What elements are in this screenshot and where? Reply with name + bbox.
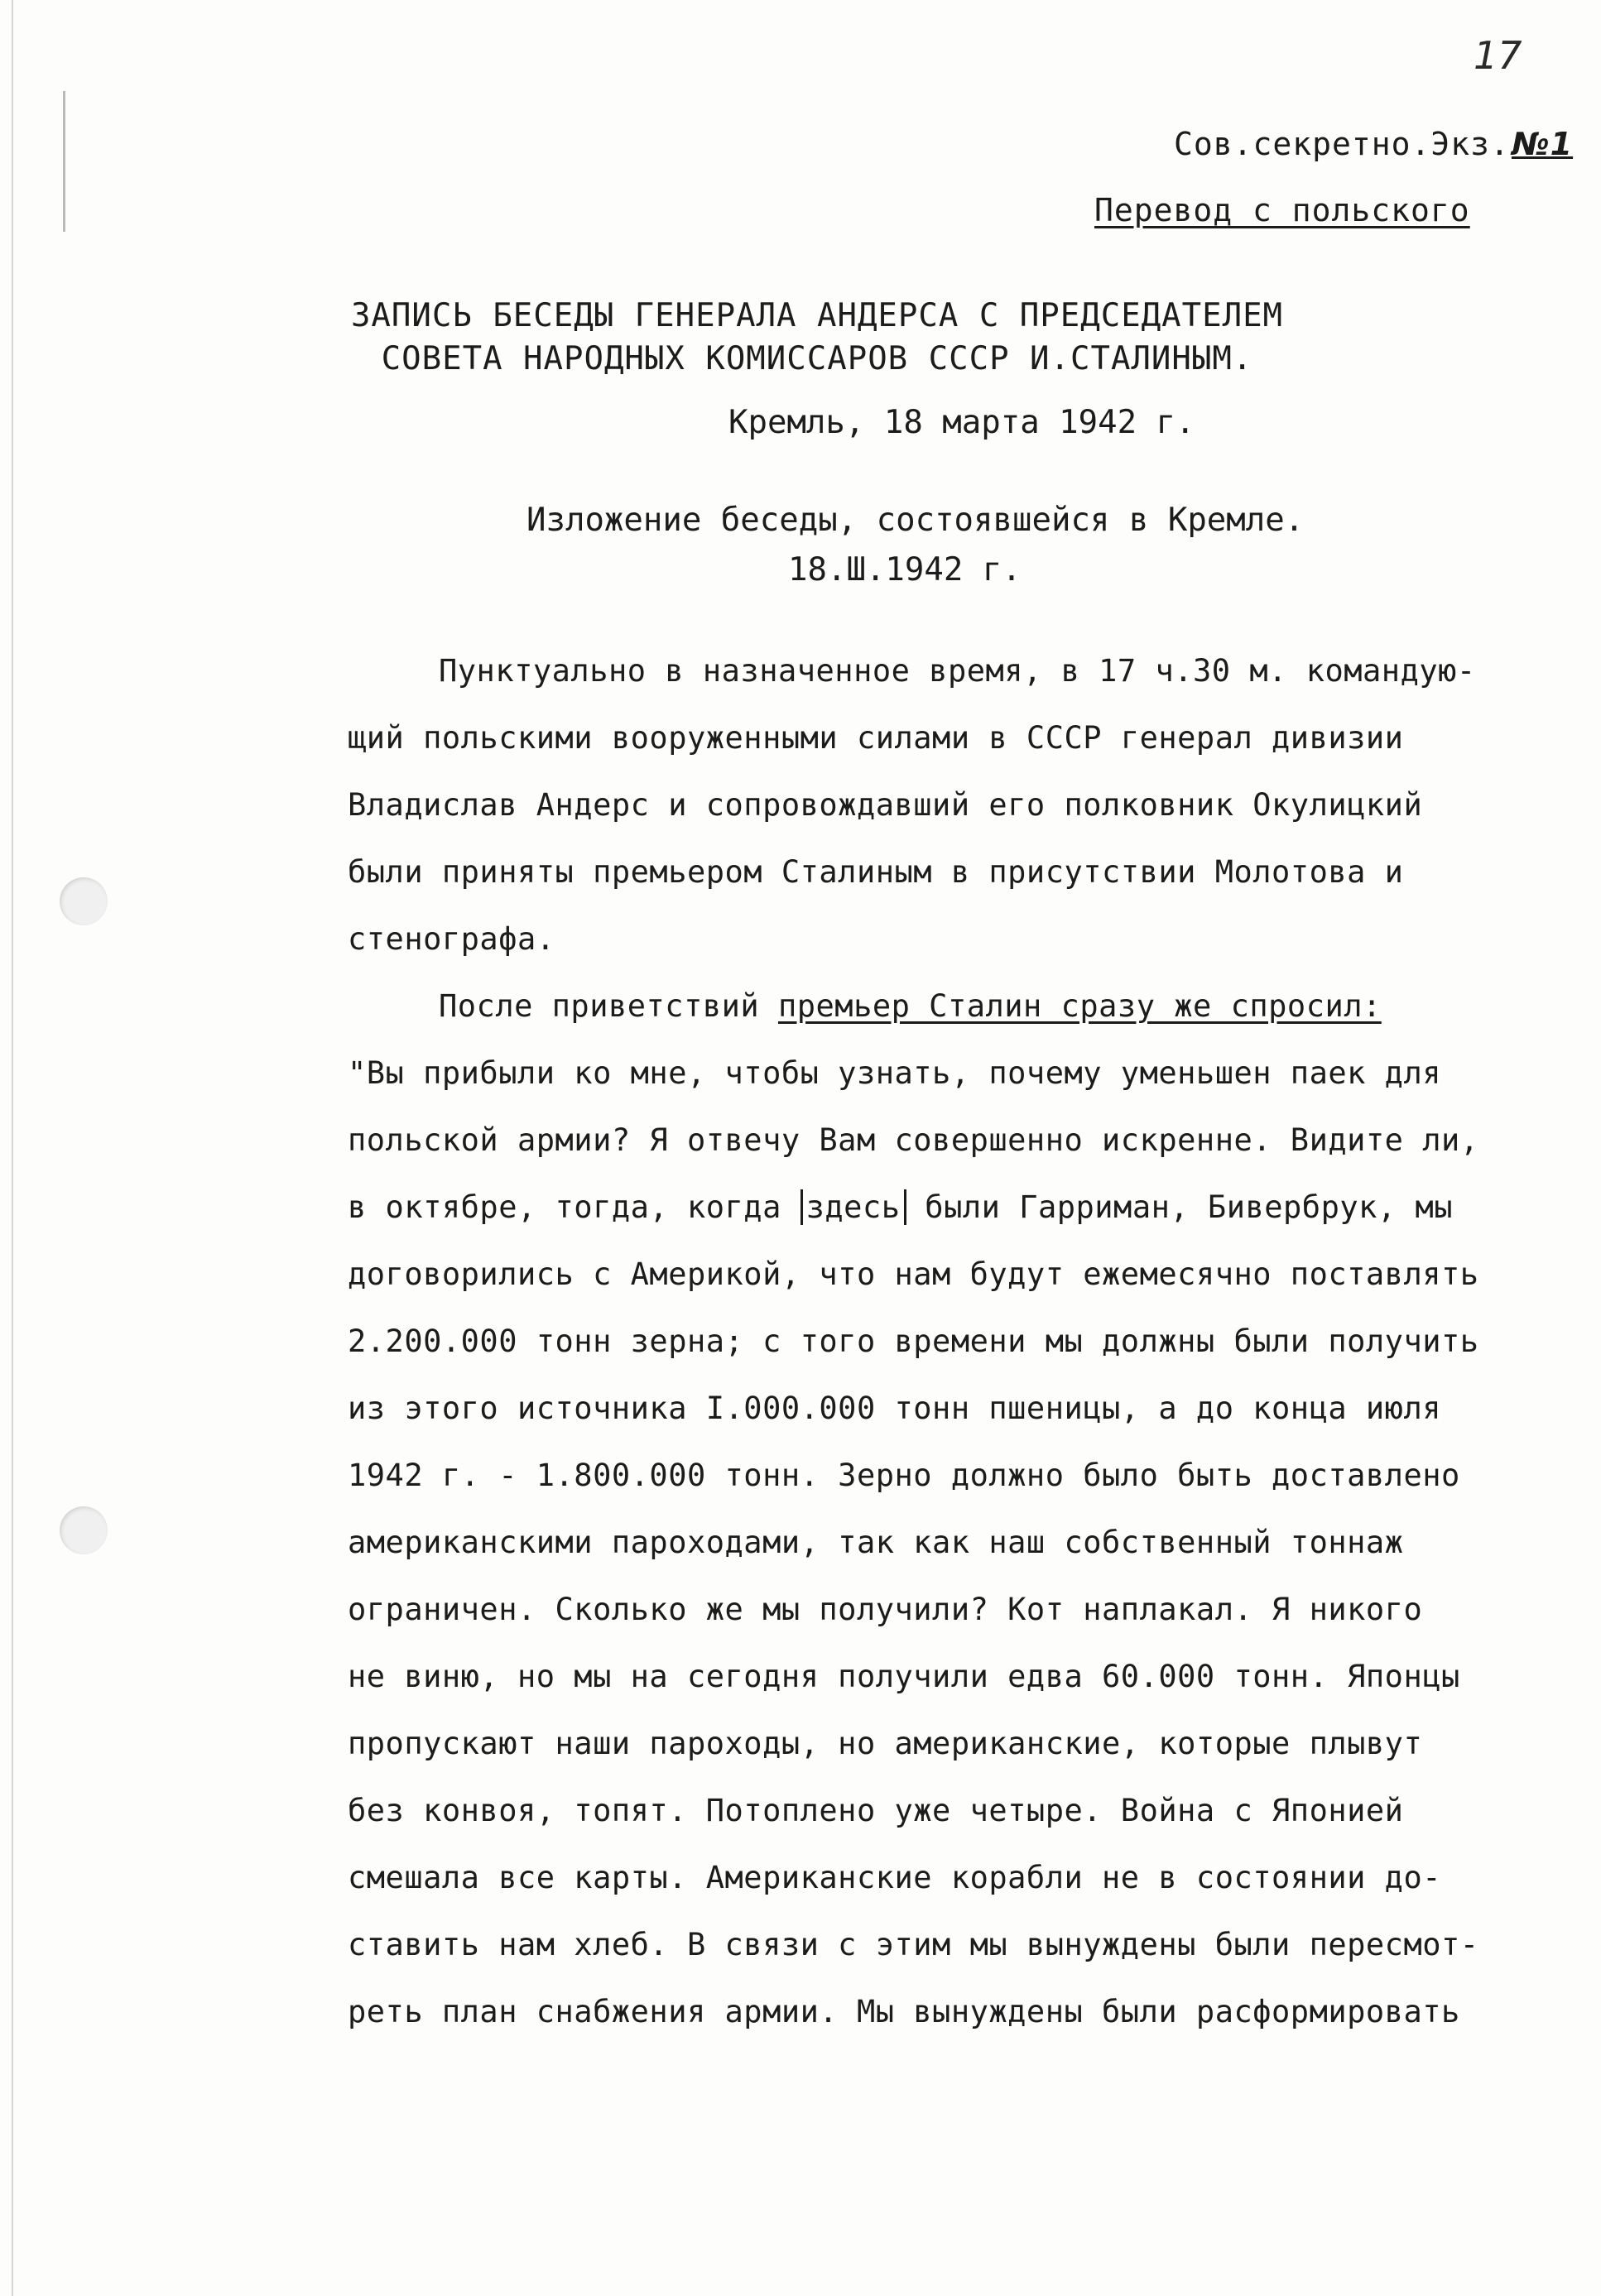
body-line: без конвоя, топят. Потоплено уже четыре. Война с Японией — [348, 1793, 1404, 1828]
body-text-span: были Гарриман, Бивербрук, мы — [906, 1189, 1454, 1225]
document-title — [0, 295, 1601, 381]
title-line-2: СОВЕТА НАРОДНЫХ КОМИССАРОВ СССР И.СТАЛИНЫМ. — [381, 340, 1253, 377]
classification-stamp — [1174, 126, 1573, 162]
title-line-1: ЗАПИСЬ БЕСЕДЫ ГЕНЕРАЛА АНДЕРСА С ПРЕДСЕДАТЕЛЕМ — [350, 297, 1284, 334]
translation-note: Перевод с польского — [1094, 192, 1470, 228]
body-line: польской армии? Я отвечу Вам совершенно искренне. Видите ли, — [348, 1122, 1479, 1158]
body-line — [348, 973, 1540, 1040]
body-line: были приняты премьером Сталиным в присутствии Молотова и — [348, 854, 1404, 890]
page-number: 17 — [1474, 33, 1522, 78]
body-line — [348, 1174, 1540, 1241]
copy-number: №1 — [1511, 126, 1574, 162]
body-line: договорились с Америкой, что нам будут ежемесячно поставлять — [348, 1256, 1479, 1292]
subtitle-date: 18.Ш.1942 г. — [788, 551, 1022, 588]
body-line: Пунктуально в назначенное время, в 17 ч.30 м. командую- — [439, 653, 1476, 689]
punch-hole-top — [60, 877, 108, 925]
body-text — [348, 637, 1540, 2045]
body-line: стенографа. — [348, 921, 555, 957]
body-line: не виню, но мы на сегодня получили едва 60.000 тонн. Японцы — [348, 1659, 1460, 1694]
body-line: 2.200.000 тонн зерна; с того времени мы должны были получить — [348, 1323, 1479, 1359]
margin-mark — [63, 91, 65, 232]
body-line: ограничен. Сколько же мы получили? Кот наплакал. Я никого — [348, 1592, 1423, 1627]
body-line: Владислав Андерс и сопровождавший его полковник Окулицкий — [348, 787, 1423, 823]
body-text-span: После приветствий — [439, 988, 778, 1024]
body-line: пропускают наши пароходы, но американские, которые плывут — [348, 1726, 1423, 1761]
body-line: американскими пароходами, так как наш собственный тоннаж — [348, 1525, 1404, 1560]
body-line: 1942 г. - 1.800.000 тонн. Зерно должно было быть доставлено — [348, 1458, 1460, 1493]
body-text-span: в октябре, тогда, когда — [348, 1189, 800, 1225]
body-line: смешала все карты. Американские корабли не в состоянии до- — [348, 1860, 1442, 1895]
body-line: щий польскими вооруженными силами в СССР генерал дивизии — [348, 720, 1404, 756]
underlined-phrase: премьер Сталин сразу же спросил: — [777, 988, 1382, 1024]
body-line: "Вы прибыли ко мне, чтобы узнать, почему уменьшен паек для — [348, 1055, 1442, 1091]
place-date: Кремль, 18 марта 1942 г. — [728, 404, 1195, 441]
body-line: реть план снабжения армии. Мы вынуждены были расформировать — [348, 1994, 1460, 2029]
body-line: ставить нам хлеб. В связи с этим мы вынуждены были пересмот- — [348, 1927, 1479, 1962]
subtitle: Изложение беседы, состоявшейся в Кремле. — [526, 502, 1305, 539]
body-line: из этого источника I.000.000 тонн пшеницы, а до конца июля — [348, 1391, 1442, 1426]
bracketed-insertion: здесь — [800, 1189, 906, 1225]
classification-label: Сов.секретно.Экз. — [1174, 126, 1510, 162]
punch-hole-bottom — [60, 1506, 108, 1554]
